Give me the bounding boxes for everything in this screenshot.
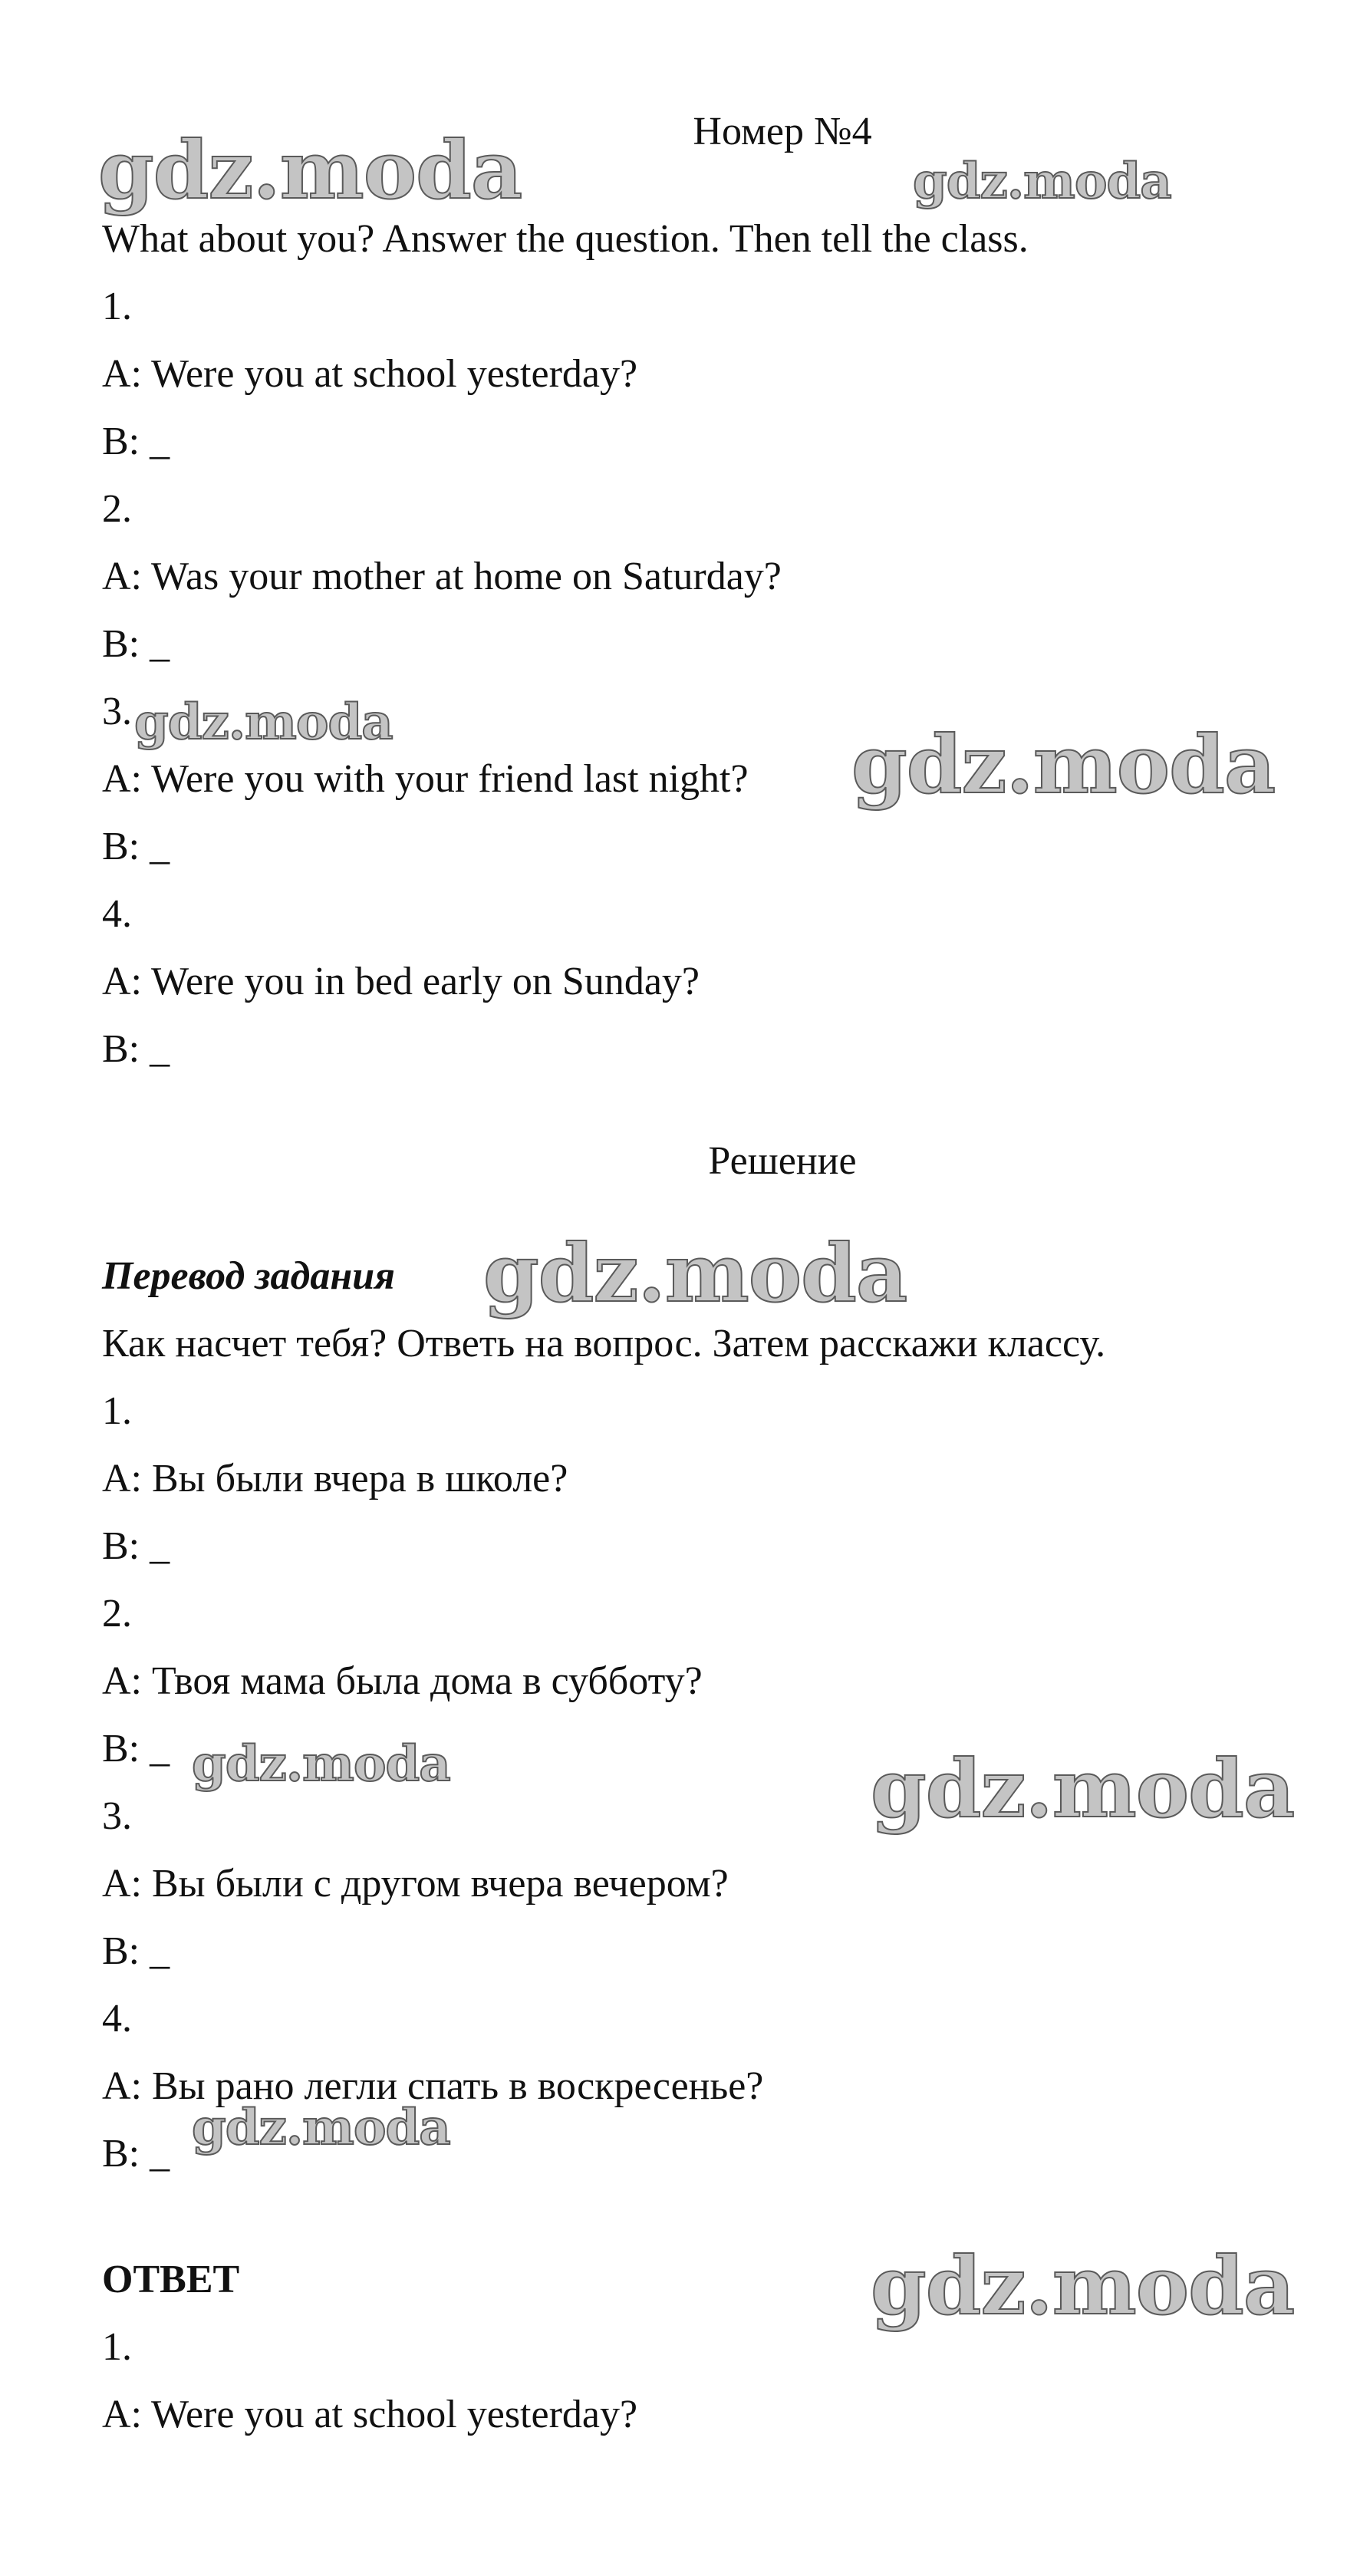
task-item-3-question: A: Were you with your friend last night? bbox=[102, 757, 749, 801]
watermark-logo: gdz.moda bbox=[192, 2099, 450, 2156]
watermark-logo: gdz.moda bbox=[913, 153, 1171, 210]
translation-item-1-number: 1. bbox=[102, 1389, 132, 1433]
translation-item-4-question: A: Вы рано легли спать в воскресенье? bbox=[102, 2064, 764, 2108]
task-item-2-number: 2. bbox=[102, 487, 132, 531]
watermark-logo: gdz.moda bbox=[134, 693, 393, 751]
watermark-logo: gdz.moda bbox=[98, 123, 522, 217]
task-item-1-question: A: Were you at school yesterday? bbox=[102, 352, 638, 396]
translation-item-4-answer: B: _ bbox=[102, 2132, 170, 2176]
watermark-logo: gdz.moda bbox=[851, 717, 1276, 812]
task-item-4-number: 4. bbox=[102, 892, 132, 936]
task-item-1-answer: B: _ bbox=[102, 420, 170, 463]
watermark-logo: gdz.moda bbox=[871, 1741, 1295, 1836]
translation-item-3-answer: B: _ bbox=[102, 1929, 170, 1973]
task-item-1-number: 1. bbox=[102, 285, 132, 328]
translation-item-2-answer: B: _ bbox=[102, 1727, 170, 1771]
translation-item-2-question: A: Твоя мама была дома в субботу? bbox=[102, 1659, 703, 1703]
task-item-3-answer: B: _ bbox=[102, 825, 170, 868]
solution-title: Решение bbox=[708, 1139, 857, 1183]
page-title: Номер №4 bbox=[693, 110, 872, 153]
translation-heading: Перевод задания bbox=[102, 1254, 395, 1298]
answer-item-1-number: 1. bbox=[102, 2325, 132, 2369]
answer-heading: ОТВЕТ bbox=[102, 2258, 240, 2301]
translation-item-4-number: 4. bbox=[102, 1997, 132, 2041]
watermark-logo: gdz.moda bbox=[483, 1226, 907, 1320]
task-item-3-number: 3. bbox=[102, 690, 132, 733]
answer-item-1-question: A: Were you at school yesterday? bbox=[102, 2393, 638, 2436]
watermark-logo: gdz.moda bbox=[871, 2238, 1295, 2333]
translation-item-2-number: 2. bbox=[102, 1592, 132, 1636]
translation-item-3-question: A: Вы были с другом вчера вечером? bbox=[102, 1862, 729, 1906]
translation-item-3-number: 3. bbox=[102, 1794, 132, 1838]
translation-item-1-question: A: Вы были вчера в школе? bbox=[102, 1457, 568, 1500]
task-instruction: What about you? Answer the question. Then tell the class. bbox=[102, 217, 1029, 261]
task-item-4-answer: B: _ bbox=[102, 1027, 170, 1071]
task-item-4-question: A: Were you in bed early on Sunday? bbox=[102, 960, 700, 1003]
task-item-2-answer: B: _ bbox=[102, 622, 170, 666]
translation-instruction: Как насчет тебя? Ответь на вопрос. Затем расскажи классу. bbox=[102, 1322, 1106, 1365]
translation-item-1-answer: B: _ bbox=[102, 1524, 170, 1568]
task-item-2-question: A: Was your mother at home on Saturday? bbox=[102, 555, 782, 598]
watermark-logo: gdz.moda bbox=[192, 1735, 450, 1793]
